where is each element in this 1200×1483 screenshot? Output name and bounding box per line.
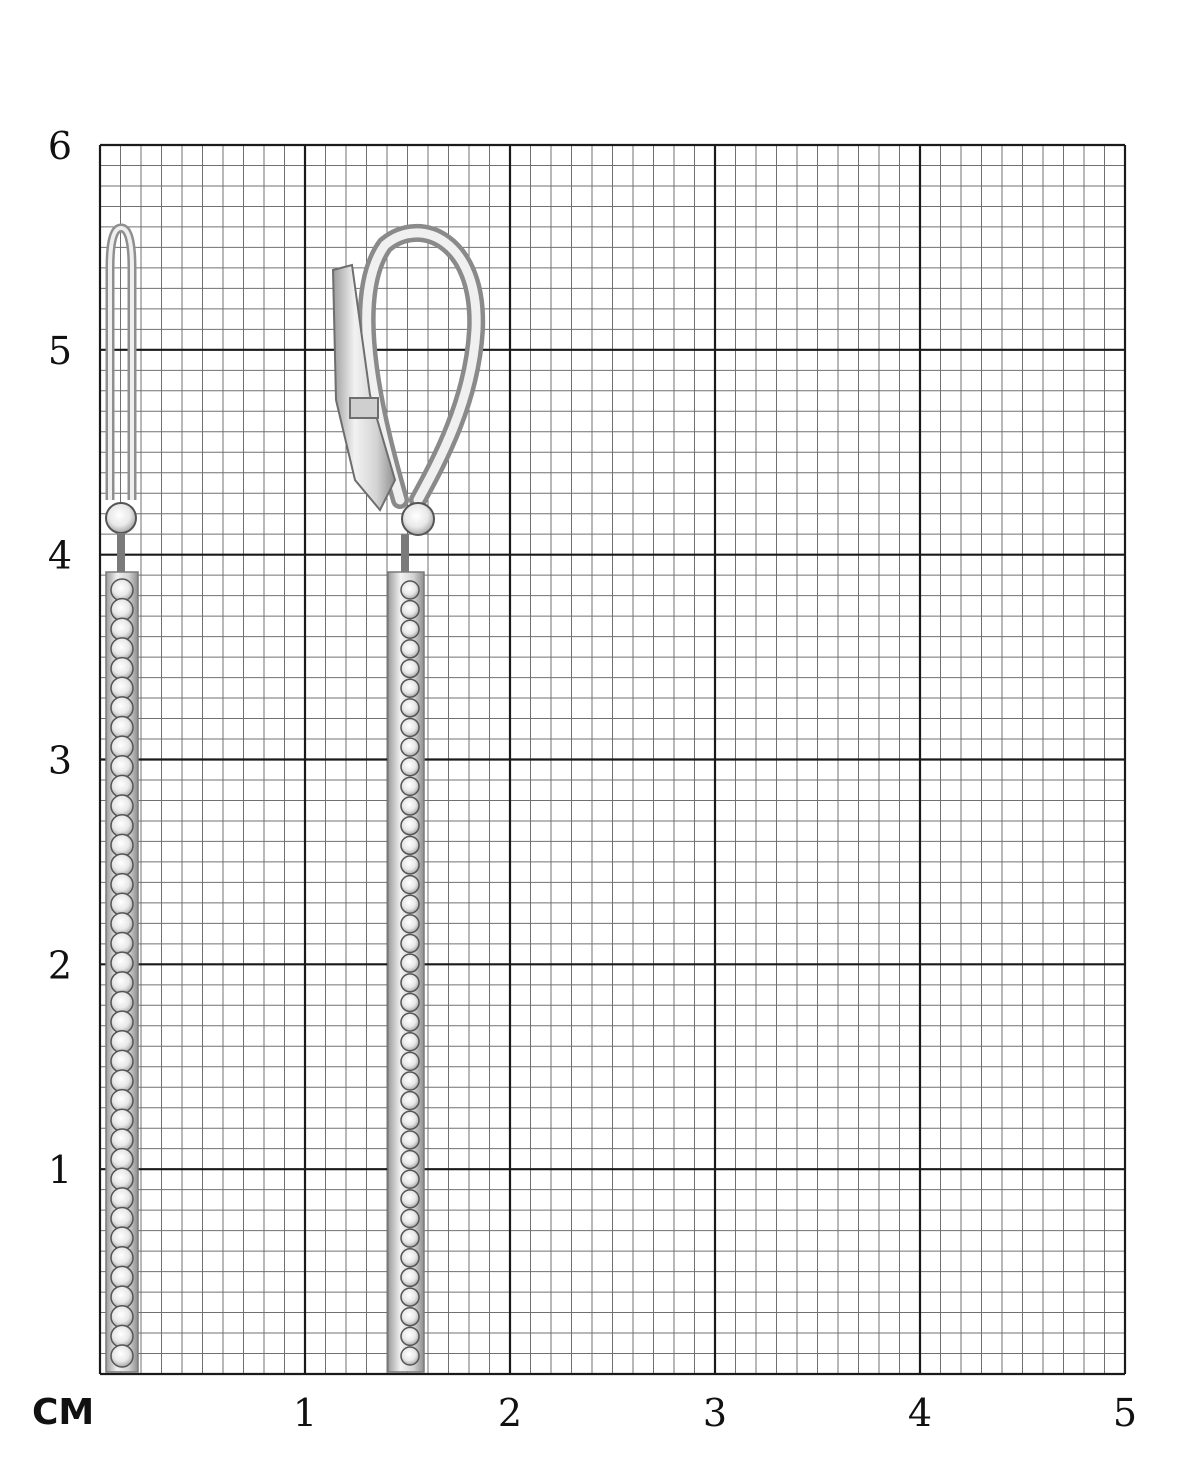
bar-stone: [401, 993, 419, 1011]
bar-stone: [111, 1070, 133, 1092]
x-tick-label: 5: [1112, 1391, 1138, 1435]
bar-stone: [111, 736, 133, 758]
bar-stone: [401, 738, 419, 756]
bar-stone: [401, 1151, 419, 1169]
bar-stone: [111, 677, 133, 699]
bar-stone: [111, 618, 133, 640]
bar-stone: [111, 658, 133, 680]
bar-stone: [401, 1131, 419, 1149]
unit-label: CM: [32, 1392, 95, 1433]
bar-stone: [401, 1013, 419, 1031]
bar-stone: [401, 601, 419, 619]
bar-stone: [111, 775, 133, 797]
bar-stone: [401, 1170, 419, 1188]
bar-stone: [111, 1011, 133, 1033]
bar-stone: [111, 1188, 133, 1210]
bar-stone: [401, 1308, 419, 1326]
bar-stone: [111, 1149, 133, 1171]
bar-stone: [401, 817, 419, 835]
bar-stone: [111, 1266, 133, 1288]
bar-stone: [111, 756, 133, 778]
bar-stone: [401, 1327, 419, 1345]
bar-stone: [111, 893, 133, 915]
y-tick-label: 4: [47, 533, 73, 578]
y-tick-label: 5: [47, 328, 73, 373]
bar-stone: [401, 974, 419, 992]
bar-stone: [401, 660, 419, 678]
bar-stone: [401, 935, 419, 953]
bar-stone: [401, 876, 419, 894]
side-top-stone: [402, 503, 434, 535]
bar-stone: [401, 856, 419, 874]
bar-stone: [401, 1072, 419, 1090]
bar-stone: [111, 697, 133, 719]
bar-stone: [401, 836, 419, 854]
bar-stone: [111, 913, 133, 935]
bar-stone: [401, 1229, 419, 1247]
bar-stone: [401, 1347, 419, 1365]
bar-stone: [111, 1306, 133, 1328]
bar-stone: [111, 1325, 133, 1347]
bar-stone: [111, 815, 133, 837]
y-tick-label: 2: [47, 943, 73, 988]
side-lever-hinge: [350, 398, 378, 418]
bar-stone: [401, 777, 419, 795]
bar-stone: [111, 1247, 133, 1269]
bar-stone: [401, 1052, 419, 1070]
bar-stone: [111, 1208, 133, 1230]
bar-stone: [401, 699, 419, 717]
bar-stone: [111, 854, 133, 876]
bar-stone: [111, 795, 133, 817]
front-top-stone: [106, 503, 136, 533]
y-tick-label: 6: [47, 124, 73, 168]
x-tick-label: 4: [907, 1391, 933, 1435]
y-tick-label: 3: [47, 738, 73, 783]
side-connector: [401, 534, 409, 574]
front-connector: [117, 533, 125, 573]
x-tick-label: 1: [292, 1391, 318, 1435]
x-tick-label: 3: [702, 1391, 728, 1435]
bar-stone: [111, 933, 133, 955]
bar-stone: [111, 1090, 133, 1112]
bar-stone: [401, 1092, 419, 1110]
bar-stone: [401, 915, 419, 933]
bar-stone: [111, 1168, 133, 1190]
bar-stone: [401, 758, 419, 776]
bar-stone: [111, 1109, 133, 1131]
x-tick-label: 2: [497, 1391, 523, 1435]
bar-stone: [401, 1268, 419, 1286]
bar-stone: [401, 640, 419, 658]
bar-stone: [401, 895, 419, 913]
bar-stone: [401, 1111, 419, 1129]
y-tick-label: 1: [47, 1148, 73, 1193]
bar-stone: [111, 952, 133, 974]
bar-stone: [111, 716, 133, 738]
bar-stone: [401, 797, 419, 815]
bar-stone: [111, 579, 133, 601]
bar-stone: [111, 874, 133, 896]
bar-stone: [401, 1033, 419, 1051]
bar-stone: [401, 1249, 419, 1267]
bar-stone: [401, 581, 419, 599]
bar-stone: [401, 1288, 419, 1306]
bar-stone: [111, 1345, 133, 1367]
bar-stone: [111, 1286, 133, 1308]
bar-stone: [111, 638, 133, 660]
bar-stone: [111, 834, 133, 856]
bar-stone: [111, 1129, 133, 1151]
bar-stone: [111, 599, 133, 621]
bar-stone: [401, 620, 419, 638]
bar-stone: [111, 1031, 133, 1053]
bar-stone: [111, 972, 133, 994]
bar-stone: [111, 991, 133, 1013]
bar-stone: [401, 718, 419, 736]
bar-stone: [111, 1050, 133, 1072]
bar-stone: [111, 1227, 133, 1249]
bar-stone: [401, 1190, 419, 1208]
bar-stone: [401, 954, 419, 972]
bar-stone: [401, 1210, 419, 1228]
bar-stone: [401, 679, 419, 697]
